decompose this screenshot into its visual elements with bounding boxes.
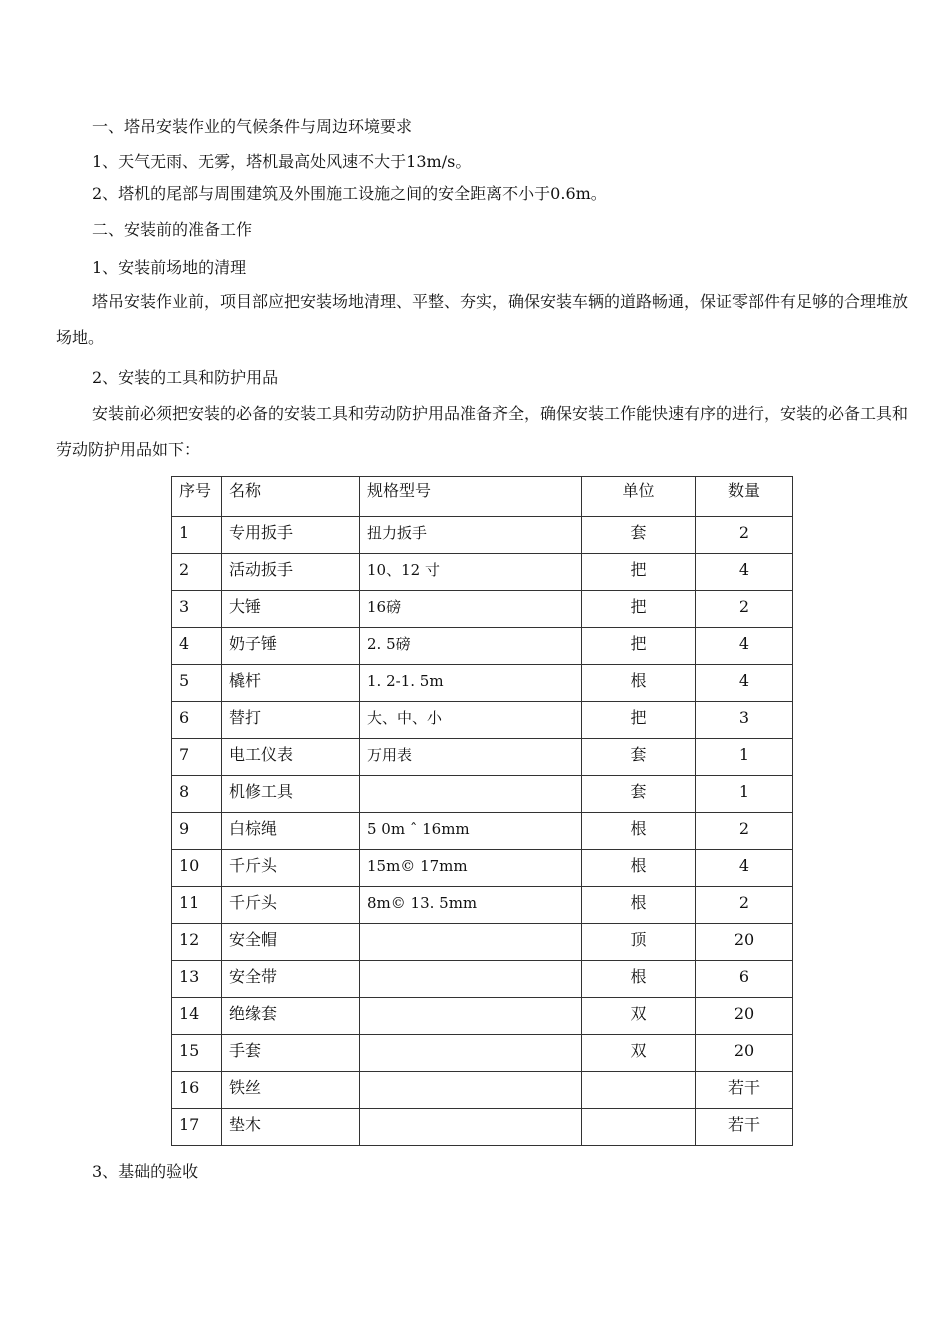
cell-spec (360, 924, 582, 961)
cell-no: 8 (172, 776, 222, 813)
cell-unit: 根 (582, 665, 696, 702)
table-header-row (172, 477, 793, 517)
cell-spec (360, 1072, 582, 1109)
cell-qty: 6 (696, 961, 793, 998)
cell-unit: 顶 (582, 924, 696, 961)
header-no: 序号 (172, 477, 222, 517)
cell-no: 15 (172, 1035, 222, 1072)
cell-unit: 根 (582, 850, 696, 887)
cell-no: 11 (172, 887, 222, 924)
table-row (172, 739, 793, 776)
cell-unit: 把 (582, 628, 696, 665)
table-row (172, 702, 793, 739)
cell-qty: 20 (696, 1035, 793, 1072)
cell-name: 机修工具 (222, 776, 360, 813)
header-unit: 单位 (582, 477, 696, 517)
cell-no: 16 (172, 1072, 222, 1109)
cell-spec (360, 998, 582, 1035)
cell-no: 14 (172, 998, 222, 1035)
cell-qty: 4 (696, 628, 793, 665)
cell-no: 2 (172, 554, 222, 591)
cell-spec: 大、中、小 (360, 702, 582, 739)
table-row (172, 924, 793, 961)
cell-unit: 把 (582, 591, 696, 628)
cell-spec: 8m© 13. 5mm (360, 887, 582, 924)
cell-name: 铁丝 (222, 1072, 360, 1109)
table-row (172, 591, 793, 628)
cell-unit: 双 (582, 1035, 696, 1072)
cell-name: 安全帽 (222, 924, 360, 961)
cell-qty: 2 (696, 591, 793, 628)
cell-unit (582, 1072, 696, 1109)
cell-name: 安全带 (222, 961, 360, 998)
cell-name: 橇杆 (222, 665, 360, 702)
cell-unit: 套 (582, 776, 696, 813)
cell-name: 大锤 (222, 591, 360, 628)
cell-spec (360, 1035, 582, 1072)
header-spec: 规格型号 (360, 477, 582, 517)
cell-spec: 1. 2-1. 5m (360, 665, 582, 702)
cell-name: 垫木 (222, 1109, 360, 1146)
section-2-paragraph-2: 安装前必须把安装的必备的安装工具和劳动防护用品准备齐全，确保安装工作能快速有序的进行，安装的必备工具和劳动防护用品如下： (56, 404, 909, 459)
cell-qty: 20 (696, 998, 793, 1035)
cell-qty: 1 (696, 739, 793, 776)
cell-qty: 4 (696, 554, 793, 591)
table-row (172, 628, 793, 665)
header-name: 名称 (222, 477, 360, 517)
cell-qty: 1 (696, 776, 793, 813)
cell-name: 千斤头 (222, 887, 360, 924)
cell-qty: 20 (696, 924, 793, 961)
cell-name: 活动扳手 (222, 554, 360, 591)
table-row (172, 850, 793, 887)
cell-name: 千斤头 (222, 850, 360, 887)
cell-name: 替打 (222, 702, 360, 739)
section-2-heading: 二、安装前的准备工作 (92, 220, 253, 239)
table-row (172, 554, 793, 591)
cell-name: 绝缘套 (222, 998, 360, 1035)
cell-spec: 扭力扳手 (360, 517, 582, 554)
cell-spec (360, 1109, 582, 1146)
cell-name: 专用扳手 (222, 517, 360, 554)
tools-table (171, 476, 793, 1146)
section-1-item-1: 1、天气无雨、无雾，塔机最高处风速不大于13m/s。 (92, 152, 472, 171)
cell-no: 10 (172, 850, 222, 887)
cell-no: 17 (172, 1109, 222, 1146)
cell-unit: 套 (582, 517, 696, 554)
cell-spec (360, 776, 582, 813)
cell-name: 电工仪表 (222, 739, 360, 776)
cell-unit: 套 (582, 739, 696, 776)
table-row (172, 813, 793, 850)
cell-name: 白棕绳 (222, 813, 360, 850)
cell-unit: 把 (582, 554, 696, 591)
table-row (172, 776, 793, 813)
cell-qty: 2 (696, 813, 793, 850)
cell-unit: 根 (582, 887, 696, 924)
section-2-sub-1: 1、安装前场地的清理 (92, 258, 247, 277)
table-row (172, 1035, 793, 1072)
section-2-paragraph-1: 塔吊安装作业前，项目部应把安装场地清理、平整、夯实，确保安装车辆的道路畅通，保证零部件有足够的合理堆放场地。 (56, 292, 909, 347)
section-1-heading: 一、塔吊安装作业的气候条件与周边环境要求 (92, 117, 413, 136)
cell-unit: 把 (582, 702, 696, 739)
cell-name: 手套 (222, 1035, 360, 1072)
cell-spec: 5 0m ˆ 16mm (360, 813, 582, 850)
cell-spec (360, 961, 582, 998)
cell-no: 5 (172, 665, 222, 702)
table-row (172, 887, 793, 924)
cell-qty: 2 (696, 887, 793, 924)
cell-no: 12 (172, 924, 222, 961)
table-row (172, 961, 793, 998)
section-2-sub-3: 3、基础的验收 (92, 1162, 199, 1181)
cell-no: 1 (172, 517, 222, 554)
cell-qty: 4 (696, 850, 793, 887)
table-row (172, 1072, 793, 1109)
cell-spec: 10、12 寸 (360, 554, 582, 591)
cell-qty: 4 (696, 665, 793, 702)
cell-spec: 15m© 17mm (360, 850, 582, 887)
section-1-item-2: 2、塔机的尾部与周围建筑及外围施工设施之间的安全距离不小于0.6m。 (92, 184, 607, 203)
cell-qty: 若干 (696, 1109, 793, 1146)
cell-no: 7 (172, 739, 222, 776)
cell-qty: 3 (696, 702, 793, 739)
cell-unit: 根 (582, 813, 696, 850)
cell-no: 6 (172, 702, 222, 739)
cell-qty: 2 (696, 517, 793, 554)
cell-qty: 若干 (696, 1072, 793, 1109)
cell-spec: 2. 5磅 (360, 628, 582, 665)
cell-unit: 根 (582, 961, 696, 998)
table-row (172, 665, 793, 702)
cell-spec: 16磅 (360, 591, 582, 628)
cell-no: 3 (172, 591, 222, 628)
table-row (172, 998, 793, 1035)
cell-unit: 双 (582, 998, 696, 1035)
cell-no: 4 (172, 628, 222, 665)
cell-name: 奶子锤 (222, 628, 360, 665)
cell-no: 9 (172, 813, 222, 850)
table-row (172, 1109, 793, 1146)
header-qty: 数量 (696, 477, 793, 517)
section-2-sub-2: 2、安装的工具和防护用品 (92, 368, 279, 387)
cell-unit (582, 1109, 696, 1146)
cell-spec: 万用表 (360, 739, 582, 776)
cell-no: 13 (172, 961, 222, 998)
table-row (172, 517, 793, 554)
